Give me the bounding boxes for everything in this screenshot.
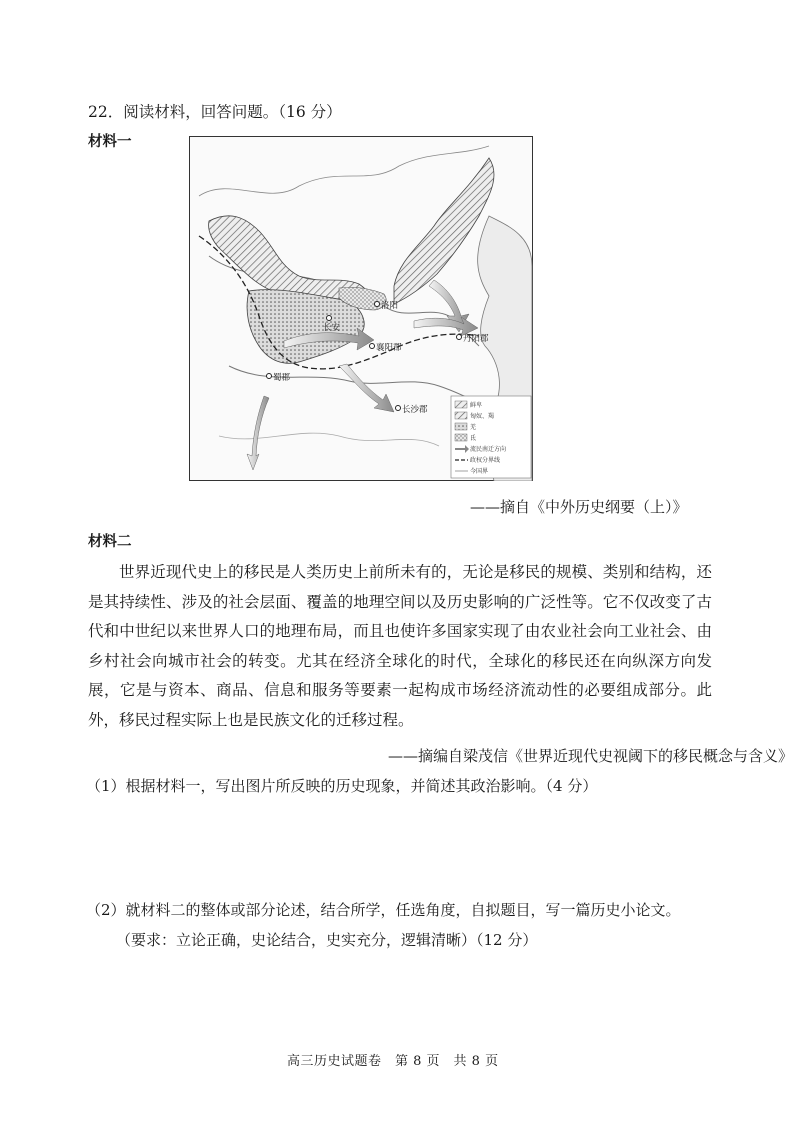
material-2-label: 材料二 [88, 534, 132, 550]
svg-text:鲜卑: 鲜卑 [470, 402, 483, 409]
question-2-requirements: （要求：立论正确，史论结合，史实充分，逻辑清晰）（12 分） [116, 931, 538, 949]
question-1: （1）根据材料一，写出图片所反映的历史现象，并简述其政治影响。（4 分） [86, 777, 598, 795]
svg-text:洛阳: 洛阳 [381, 301, 399, 311]
svg-text:氐: 氐 [470, 435, 477, 442]
svg-text:匈奴、羯: 匈奴、羯 [470, 413, 495, 420]
svg-text:襄阳郡: 襄阳郡 [376, 343, 402, 353]
material-1-source: ——摘自《中外历史纲要（上）》 [470, 498, 688, 516]
svg-text:流民南迁方向: 流民南迁方向 [470, 446, 507, 453]
material-1-label: 材料一 [88, 134, 132, 150]
migration-map [189, 136, 533, 481]
svg-text:今国界: 今国界 [470, 468, 489, 475]
svg-text:蜀郡: 蜀郡 [273, 373, 291, 383]
svg-text:政权分界线: 政权分界线 [470, 457, 501, 464]
question-title: 22．阅读材料，回答问题。（16 分） [88, 103, 342, 121]
map-legend [451, 396, 531, 478]
svg-text:长沙郡: 长沙郡 [402, 405, 428, 415]
question-2: （2）就材料二的整体或部分论述，结合所学，任选角度，自拟题目，写一篇历史小论文。 [86, 901, 681, 919]
svg-text:羌: 羌 [470, 424, 477, 431]
material-2-source: ——摘编自梁茂信《世界近现代史视阈下的移民概念与含义》 [388, 747, 794, 765]
material-2-text: 世界近现代史上的移民是人类历史上前所未有的，无论是移民的规模、类别和结构，还是其持续性、涉及的社会层面、覆盖的地理空间以及历史影响的广泛性等。它不仅改变了古代和中世纪以来世界人口的地理布局，而且也使许多国家实现了由农业社会向工业社会、由乡村社会向城市社会的转变。尤其在经济全球化的时代，全球化的移民还在向纵深方向发展，它是与资本、商品、信息和服务等要素一起构成市场经济流动性的必要组成部分。此外，移民过程实际上也是民族文化的迁移过程。 [88, 563, 712, 729]
svg-text:丹阳郡: 丹阳郡 [463, 334, 489, 344]
page-footer: 高三历史试题卷 第 8 页 共 8 页 [287, 1054, 499, 1069]
svg-text:长安: 长安 [323, 323, 341, 333]
